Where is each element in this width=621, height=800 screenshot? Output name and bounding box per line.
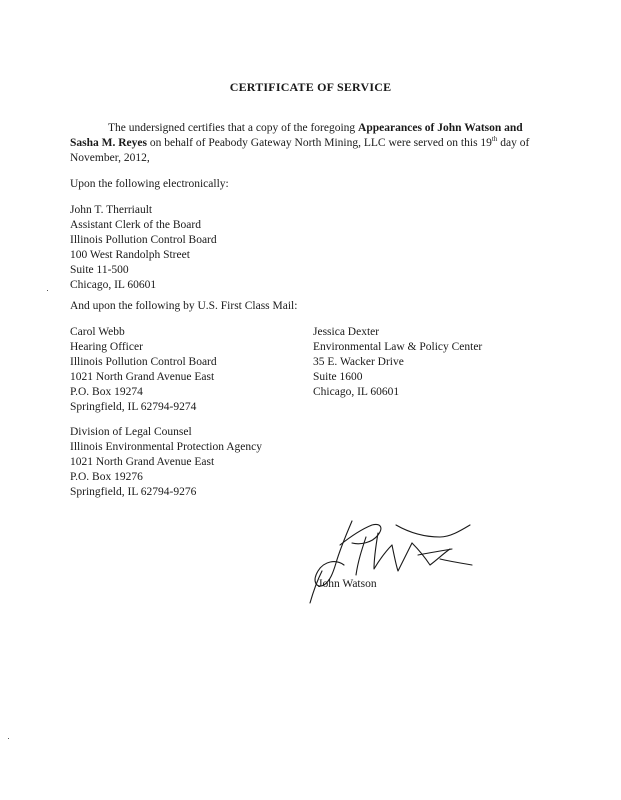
recipient-street: 100 West Randolph Street: [70, 249, 190, 261]
recipient-organization: Illinois Environmental Protection Agency: [70, 441, 262, 453]
recipient-street: 35 E. Wacker Drive: [313, 356, 404, 368]
recipient-po-box: P.O. Box 19274: [70, 386, 143, 398]
document-title: CERTIFICATE OF SERVICE: [229, 80, 392, 94]
recipient-street: 1021 North Grand Avenue East: [70, 456, 215, 468]
recipient-city: Springfield, IL 62794-9274: [70, 401, 197, 413]
electronic-recipient-address: [70, 203, 217, 293]
mail-service-label: And upon the following by U.S. First Class Mail:: [70, 300, 298, 312]
recipient-name: Carol Webb: [70, 326, 125, 338]
certification-paragraph: [70, 121, 530, 166]
intro-text-2: on behalf of Peabody Gateway North Mining, LLC were served on this: [147, 137, 481, 149]
electronic-service-label: Upon the following electronically:: [70, 178, 229, 190]
recipient-name: Division of Legal Counsel: [70, 426, 192, 438]
intro-day: 19: [480, 137, 492, 149]
mail-recipient-address: [70, 425, 262, 500]
recipient-city: Chicago, IL 60601: [70, 279, 157, 291]
intro-text-1: The undersigned certifies that a copy of the foregoing: [108, 122, 359, 134]
intro-text-3: day of November, 2012,: [70, 137, 530, 164]
recipient-suite: Suite 11-500: [70, 264, 129, 276]
recipient-title: Hearing Officer: [70, 341, 143, 353]
recipient-city: Springfield, IL 62794-9276: [70, 486, 197, 498]
recipient-organization: Illinois Pollution Control Board: [70, 356, 217, 368]
mail-recipient-address: [70, 325, 217, 415]
recipient-suite: Suite 1600: [313, 371, 363, 383]
recipient-organization: Environmental Law & Policy Center: [313, 341, 483, 353]
signer-name: John Watson: [318, 578, 377, 590]
intro-day-suffix: th: [491, 135, 498, 144]
mail-recipient-address: [313, 325, 482, 400]
scan-speck: [8, 738, 9, 739]
recipient-title: Assistant Clerk of the Board: [70, 219, 201, 231]
recipient-city: Chicago, IL 60601: [313, 386, 400, 398]
recipient-street: 1021 North Grand Avenue East: [70, 371, 215, 383]
handwritten-signature-icon: [300, 515, 480, 615]
recipient-organization: Illinois Pollution Control Board: [70, 234, 217, 246]
recipient-name: Jessica Dexter: [313, 326, 380, 338]
recipient-po-box: P.O. Box 19276: [70, 471, 143, 483]
recipient-name: John T. Therriault: [70, 204, 153, 216]
scan-speck: [47, 290, 48, 291]
intro-document-name: Appearances of John Watson and Sasha M. Reyes: [70, 122, 523, 149]
signature: [300, 515, 480, 615]
